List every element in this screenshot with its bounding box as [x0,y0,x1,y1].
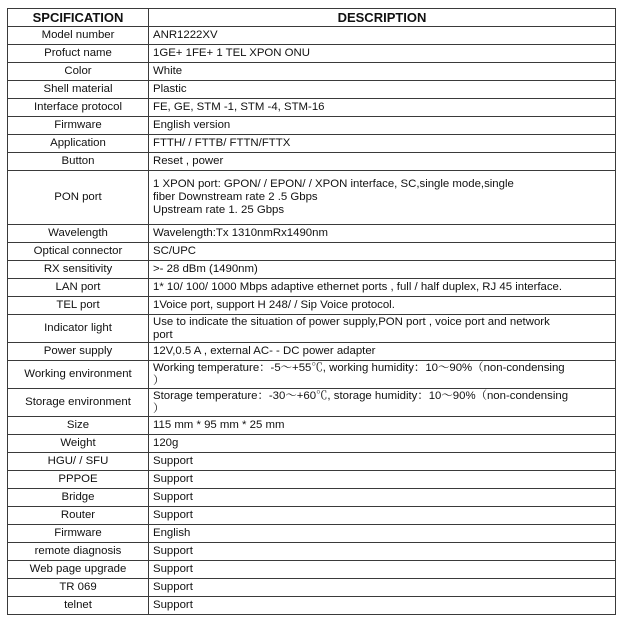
description-cell: 1Voice port, support H 248/ / Sip Voice protocol. [149,297,616,315]
description-cell: Storage temperature：-30～+60℃, storage humidity：10～90%（non-condensing ） [149,389,616,417]
spec-cell: RX sensitivity [8,261,149,279]
description-cell: Support [149,489,616,507]
table-row [8,153,616,171]
spec-cell: Web page upgrade [8,561,149,579]
description-cell: 115 mm * 95 mm * 25 mm [149,417,616,435]
table-row [8,27,616,45]
spec-cell: Working environment [8,361,149,389]
spec-cell: Weight [8,435,149,453]
spec-cell: Size [8,417,149,435]
spec-cell: Indicator light [8,315,149,343]
description-cell: >- 28 dBm (1490nm) [149,261,616,279]
table-row [8,63,616,81]
description-cell: Plastic [149,81,616,99]
header-row [8,9,616,27]
description-cell: Working temperature：-5～+55℃, working humidity：10～90%（non-condensing ） [149,361,616,389]
table-row [8,361,616,389]
table-row [8,389,616,417]
table-row [8,525,616,543]
description-cell: Support [149,597,616,615]
table-row [8,171,616,225]
description-cell: ANR1222XV [149,27,616,45]
description-cell: Support [149,561,616,579]
table-row [8,417,616,435]
spec-cell: Wavelength [8,225,149,243]
table-row [8,597,616,615]
description-cell: 1* 10/ 100/ 1000 Mbps adaptive ethernet ports , full / half duplex, RJ 45 interface. [149,279,616,297]
description-cell: 12V,0.5 A , external AC- - DC power adapter [149,343,616,361]
table-row [8,81,616,99]
description-cell: Support [149,453,616,471]
spec-cell: Firmware [8,117,149,135]
spec-cell: Color [8,63,149,81]
spec-cell: TR 069 [8,579,149,597]
table-row [8,243,616,261]
table-row [8,579,616,597]
description-cell: SC/UPC [149,243,616,261]
spec-cell: remote diagnosis [8,543,149,561]
description-cell: FE, GE, STM -1, STM -4, STM-16 [149,99,616,117]
description-cell: 120g [149,435,616,453]
table-row [8,45,616,63]
table-row [8,261,616,279]
spec-cell: Profuct name [8,45,149,63]
table-row [8,343,616,361]
spec-cell: Bridge [8,489,149,507]
table-row [8,543,616,561]
description-cell: 1 XPON port: GPON/ / EPON/ / XPON interface, SC,single mode,single fiber Downstream rate 2 .5 Gbps Upstream rate 1. 25 Gbps [149,171,616,225]
spec-cell: Application [8,135,149,153]
description-cell: Wavelength:Tx 1310nmRx1490nm [149,225,616,243]
table-row [8,453,616,471]
spec-cell: HGU/ / SFU [8,453,149,471]
table-row [8,279,616,297]
table-row [8,135,616,153]
spec-cell: Firmware [8,525,149,543]
spec-cell: TEL port [8,297,149,315]
header-specification: SPCIFICATION [8,9,149,27]
description-cell: Support [149,543,616,561]
table-row [8,561,616,579]
spec-cell: telnet [8,597,149,615]
specification-table [7,8,616,615]
spec-cell: Shell material [8,81,149,99]
description-cell: English [149,525,616,543]
description-cell: White [149,63,616,81]
description-cell: Support [149,507,616,525]
description-cell: Reset , power [149,153,616,171]
spec-cell: Optical connector [8,243,149,261]
description-cell: 1GE+ 1FE+ 1 TEL XPON ONU [149,45,616,63]
spec-cell: Button [8,153,149,171]
table-row [8,315,616,343]
table-row [8,225,616,243]
table-row [8,297,616,315]
spec-cell: Interface protocol [8,99,149,117]
spec-cell: LAN port [8,279,149,297]
spec-cell: Model number [8,27,149,45]
spec-cell: Power supply [8,343,149,361]
header-description: DESCRIPTION [149,9,616,27]
description-cell: Use to indicate the situation of power supply,PON port , voice port and network port [149,315,616,343]
description-cell: English version [149,117,616,135]
table-row [8,435,616,453]
spec-cell: Router [8,507,149,525]
table-body [8,27,616,615]
spec-cell: Storage environment [8,389,149,417]
description-cell: Support [149,471,616,489]
spec-cell: PON port [8,171,149,225]
table-row [8,507,616,525]
table-row [8,99,616,117]
table-row [8,117,616,135]
description-cell: Support [149,579,616,597]
table-row [8,471,616,489]
spec-cell: PPPOE [8,471,149,489]
table-row [8,489,616,507]
description-cell: FTTH/ / FTTB/ FTTN/FTTX [149,135,616,153]
